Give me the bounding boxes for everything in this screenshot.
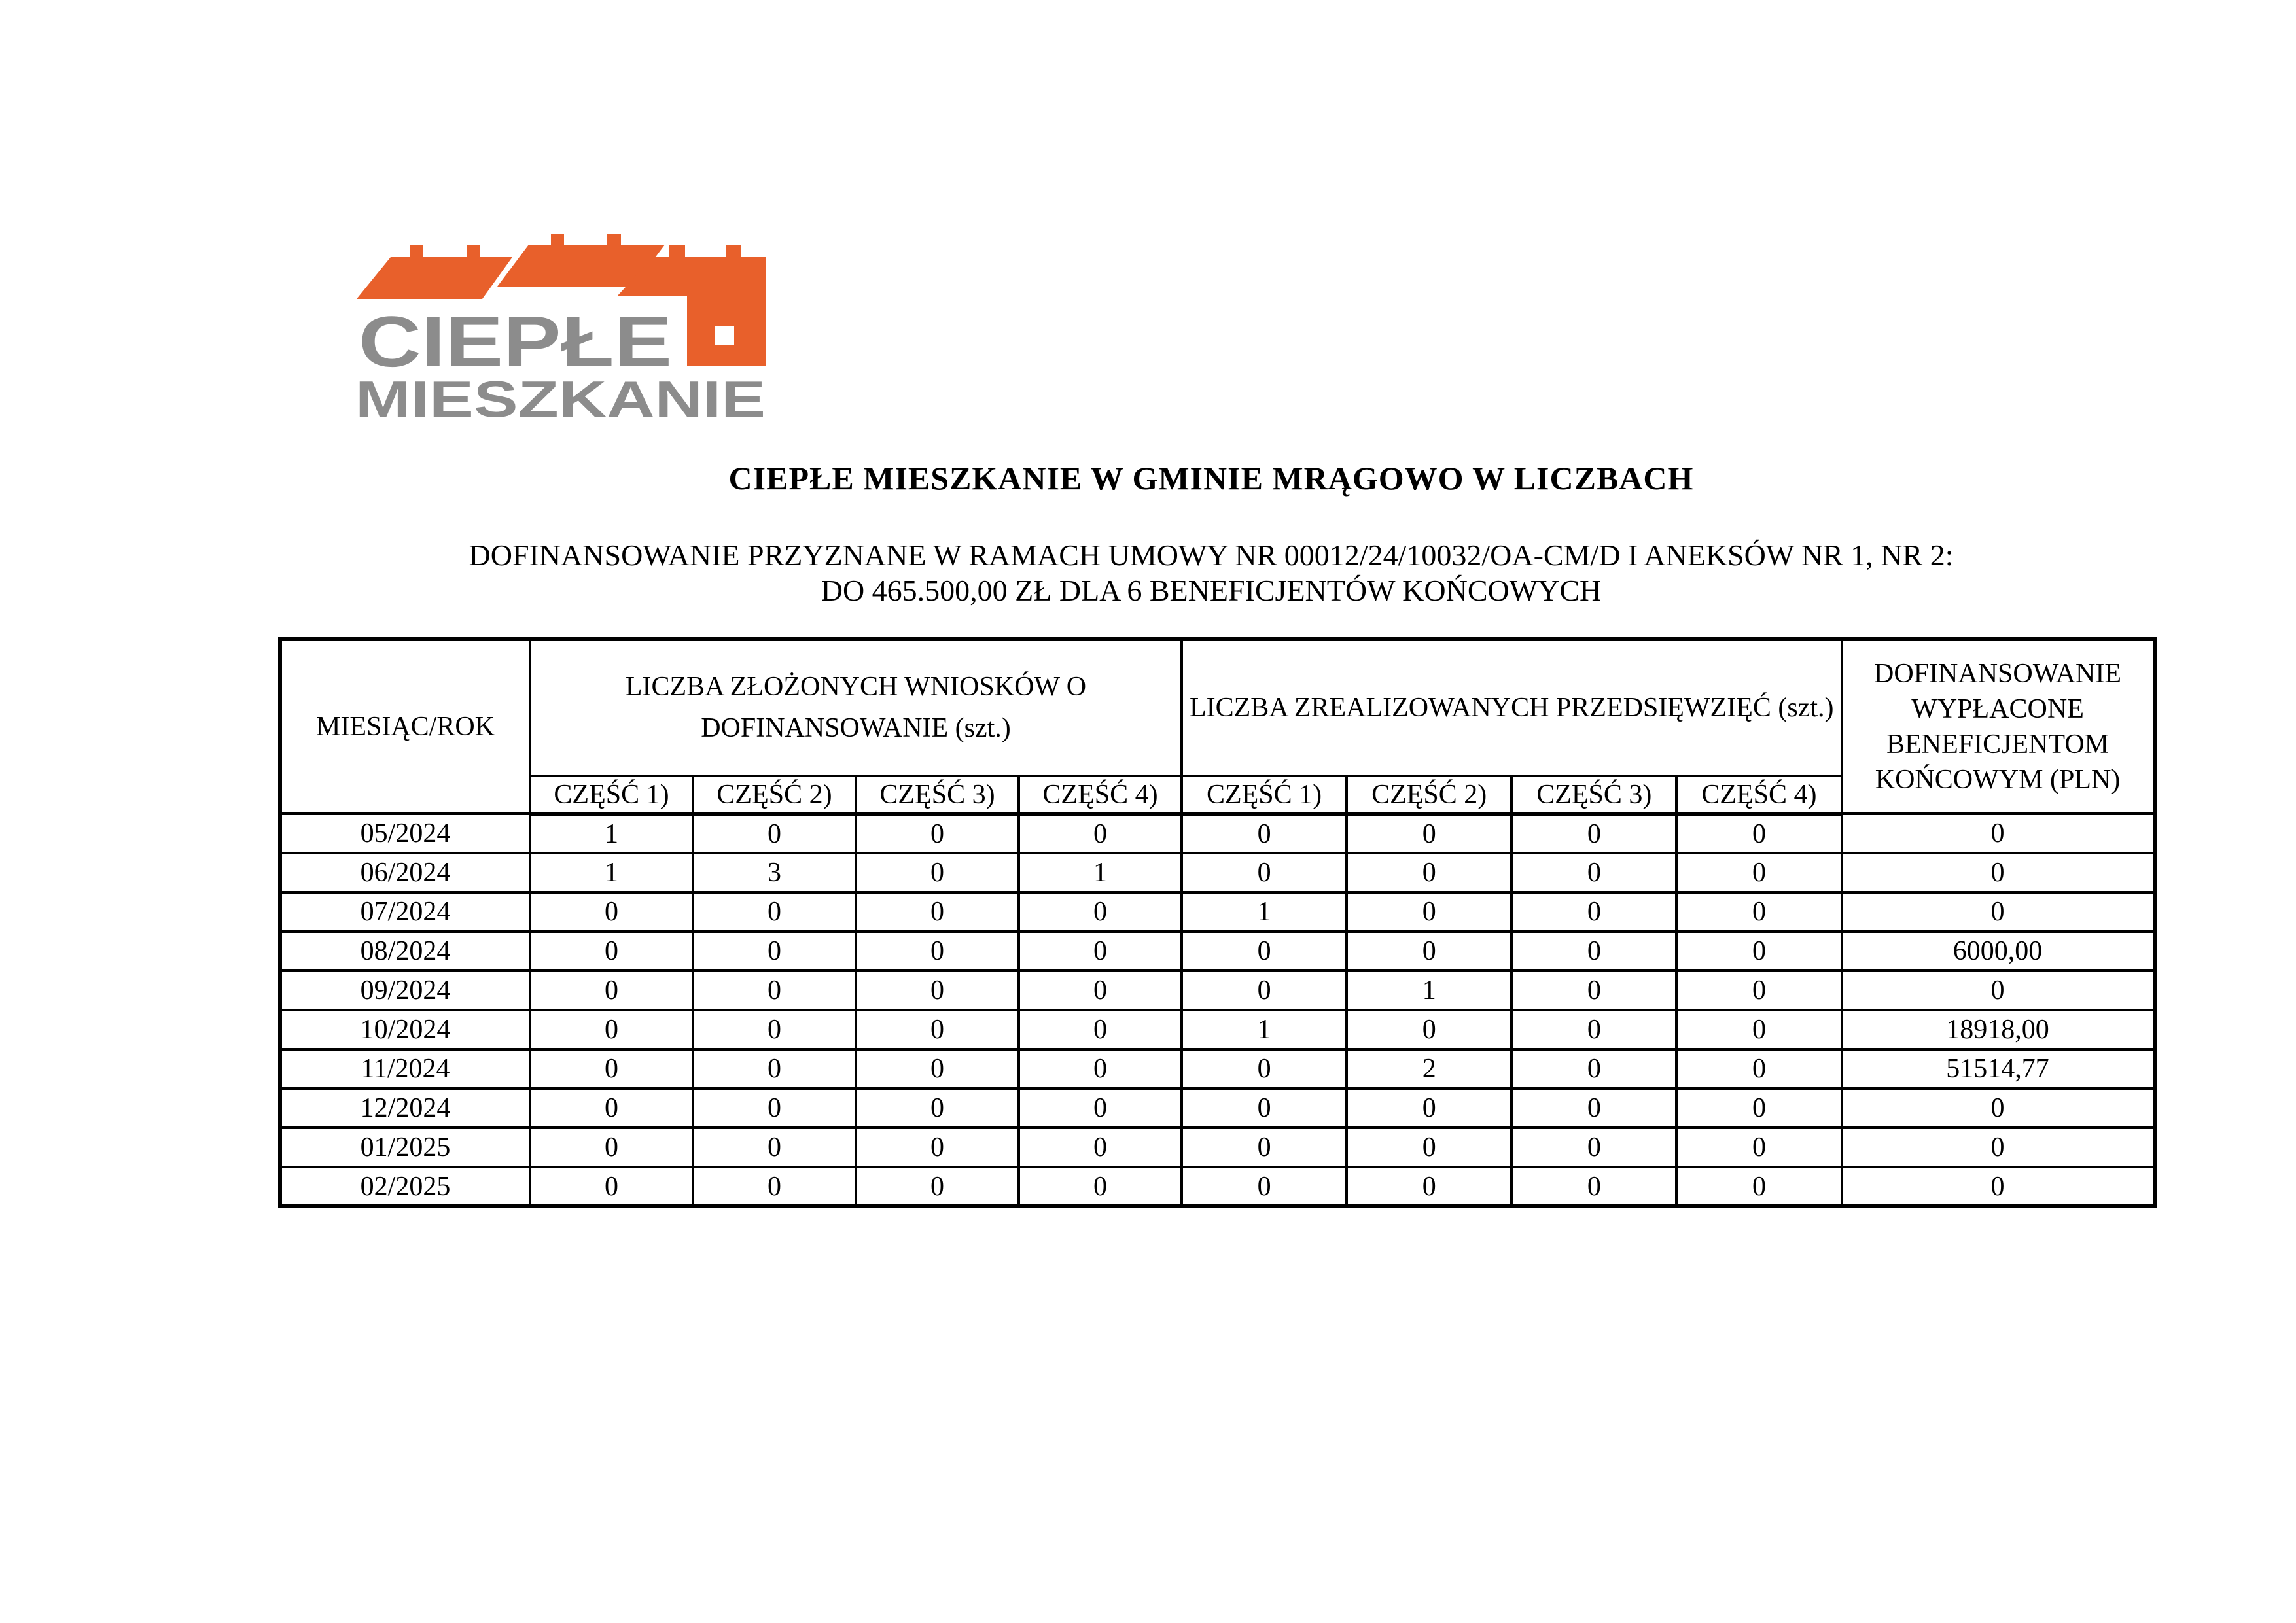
value-cell: 0 — [1347, 1167, 1511, 1206]
value-cell: 0 — [1511, 853, 1676, 892]
part-1-header: CZĘŚĆ 1) — [1182, 776, 1347, 814]
value-cell: 0 — [1511, 971, 1676, 1010]
value-cell: 0 — [530, 1010, 693, 1049]
value-cell: 0 — [1019, 1089, 1182, 1128]
value-cell: 1 — [1182, 892, 1347, 932]
value-cell: 0 — [856, 814, 1019, 853]
table-row — [280, 1010, 2155, 1049]
value-cell: 0 — [856, 1089, 1019, 1128]
value-cell: 0 — [693, 1167, 856, 1206]
value-cell: 0 — [1019, 1167, 1182, 1206]
value-cell: 0 — [530, 1049, 693, 1089]
value-cell: 0 — [693, 1049, 856, 1089]
value-cell: 0 — [1676, 1049, 1841, 1089]
value-cell: 0 — [1182, 1128, 1347, 1167]
value-cell: 51514,77 — [1842, 1049, 2155, 1089]
table-row — [280, 1089, 2155, 1128]
submitted-applications-group-header — [530, 639, 1182, 776]
page-title: CIEPŁE MIESZKANIE W GMINIE MRĄGOWO W LICZBACH — [728, 460, 1694, 497]
value-cell: 0 — [1511, 1128, 1676, 1167]
value-cell: 0 — [1676, 853, 1841, 892]
table-row — [280, 1049, 2155, 1089]
value-cell: 0 — [1511, 1089, 1676, 1128]
value-cell: 0 — [530, 1089, 693, 1128]
value-cell: 0 — [1676, 1128, 1841, 1167]
value-cell: 0 — [1347, 932, 1511, 971]
value-cell: 0 — [1019, 1010, 1182, 1049]
value-cell: 0 — [1842, 1128, 2155, 1167]
table-row — [280, 971, 2155, 1010]
value-cell: 0 — [1842, 853, 2155, 892]
value-cell: 1 — [530, 814, 693, 853]
month-cell: 11/2024 — [280, 1049, 530, 1089]
value-cell: 0 — [1676, 932, 1841, 971]
value-cell: 0 — [856, 1010, 1019, 1049]
value-cell: 0 — [1182, 1089, 1347, 1128]
value-cell: 0 — [693, 1128, 856, 1167]
value-cell: 0 — [1347, 814, 1511, 853]
value-cell: 0 — [1182, 971, 1347, 1010]
value-cell: 0 — [1511, 1167, 1676, 1206]
month-cell: 01/2025 — [280, 1128, 530, 1167]
value-cell: 0 — [1019, 814, 1182, 853]
value-cell: 6000,00 — [1842, 932, 2155, 971]
value-cell: 0 — [856, 1049, 1019, 1089]
value-cell: 0 — [1182, 932, 1347, 971]
value-cell: 0 — [1676, 1167, 1841, 1206]
value-cell: 0 — [1842, 1089, 2155, 1128]
part-2-header: CZĘŚĆ 2) — [693, 776, 856, 814]
value-cell: 0 — [693, 1089, 856, 1128]
value-cell: 2 — [1347, 1049, 1511, 1089]
value-cell: 0 — [856, 971, 1019, 1010]
table-row — [280, 1167, 2155, 1206]
part-3-header: CZĘŚĆ 3) — [1511, 776, 1676, 814]
value-cell: 0 — [1182, 1049, 1347, 1089]
value-cell: 0 — [1511, 932, 1676, 971]
month-cell: 08/2024 — [280, 932, 530, 971]
logo-text-line1: CIEPŁE — [359, 302, 672, 382]
value-cell: 0 — [1182, 814, 1347, 853]
value-cell: 0 — [1842, 892, 2155, 932]
table-body — [280, 814, 2155, 1206]
value-cell: 0 — [1182, 853, 1347, 892]
group1-line2: DOFINANSOWANIE (szt.) — [701, 713, 1011, 743]
month-cell: 02/2025 — [280, 1167, 530, 1206]
table-row — [280, 932, 2155, 971]
month-cell: 07/2024 — [280, 892, 530, 932]
value-cell: 0 — [1347, 892, 1511, 932]
paid-funding-column-header: DOFINANSOWANIE WYPŁACONE BENEFICJENTOM KOŃCOWYM (PLN) — [1842, 639, 2155, 814]
value-cell: 0 — [1511, 1049, 1676, 1089]
value-cell: 0 — [693, 1010, 856, 1049]
cieple-mieszkanie-logo — [355, 232, 768, 422]
value-cell: 0 — [693, 971, 856, 1010]
value-cell: 0 — [1019, 932, 1182, 971]
value-cell: 0 — [1676, 814, 1841, 853]
value-cell: 0 — [530, 932, 693, 971]
value-cell: 0 — [1676, 1089, 1841, 1128]
month-cell: 05/2024 — [280, 814, 530, 853]
month-cell: 09/2024 — [280, 971, 530, 1010]
value-cell: 0 — [1676, 892, 1841, 932]
value-cell: 1 — [1019, 853, 1182, 892]
value-cell: 0 — [1019, 1128, 1182, 1167]
table-row — [280, 892, 2155, 932]
value-cell: 0 — [1347, 1089, 1511, 1128]
value-cell: 0 — [530, 971, 693, 1010]
month-cell: 06/2024 — [280, 853, 530, 892]
part-4-header: CZĘŚĆ 4) — [1019, 776, 1182, 814]
window-icon — [715, 326, 734, 345]
subtitle — [278, 538, 2144, 608]
value-cell: 0 — [693, 932, 856, 971]
value-cell: 0 — [856, 892, 1019, 932]
value-cell: 1 — [1182, 1010, 1347, 1049]
value-cell: 1 — [1347, 971, 1511, 1010]
value-cell: 0 — [1347, 853, 1511, 892]
statistics-table — [278, 637, 2157, 1208]
table-row — [280, 853, 2155, 892]
value-cell: 0 — [1511, 892, 1676, 932]
value-cell: 0 — [1842, 1167, 2155, 1206]
value-cell: 0 — [856, 853, 1019, 892]
value-cell: 3 — [693, 853, 856, 892]
part-3-header: CZĘŚĆ 3) — [856, 776, 1019, 814]
value-cell: 0 — [1347, 1010, 1511, 1049]
value-cell: 0 — [530, 892, 693, 932]
month-column-header: MIESIĄC/ROK — [280, 639, 530, 814]
part-2-header: CZĘŚĆ 2) — [1347, 776, 1511, 814]
header-group-row — [280, 639, 2155, 776]
value-cell: 0 — [1019, 1049, 1182, 1089]
value-cell: 0 — [1842, 814, 2155, 853]
left-roof-icon — [357, 245, 512, 299]
subtitle-line-2: DO 465.500,00 ZŁ DLA 6 BENEFICJENTÓW KOŃCOWYCH — [821, 574, 1602, 607]
value-cell: 0 — [1511, 814, 1676, 853]
value-cell: 0 — [1019, 892, 1182, 932]
value-cell: 0 — [1511, 1010, 1676, 1049]
value-cell: 0 — [1182, 1167, 1347, 1206]
month-cell: 12/2024 — [280, 1089, 530, 1128]
value-cell: 0 — [1676, 971, 1841, 1010]
value-cell: 0 — [530, 1128, 693, 1167]
value-cell: 0 — [1842, 971, 2155, 1010]
value-cell: 0 — [856, 1167, 1019, 1206]
part-1-header: CZĘŚĆ 1) — [530, 776, 693, 814]
value-cell: 0 — [1019, 971, 1182, 1010]
value-cell: 0 — [856, 932, 1019, 971]
value-cell: 0 — [1347, 1128, 1511, 1167]
value-cell: 0 — [856, 1128, 1019, 1167]
completed-projects-group-header: LICZBA ZREALIZOWANYCH PRZEDSIĘWZIĘĆ (szt.) — [1182, 639, 1842, 776]
value-cell: 18918,00 — [1842, 1010, 2155, 1049]
value-cell: 1 — [530, 853, 693, 892]
logo-text-line2: MIESZKANIE — [355, 370, 766, 422]
group1-line1: LICZBA ZŁOŻONYCH WNIOSKÓW O — [625, 672, 1087, 702]
value-cell: 0 — [530, 1167, 693, 1206]
table-row — [280, 814, 2155, 853]
subtitle-line-1: DOFINANSOWANIE PRZYZNANE W RAMACH UMOWY NR 00012/24/10032/OA-CM/D I ANEKSÓW NR 1, NR 2: — [468, 538, 1954, 572]
value-cell: 0 — [1676, 1010, 1841, 1049]
month-cell: 10/2024 — [280, 1010, 530, 1049]
part-4-header: CZĘŚĆ 4) — [1676, 776, 1841, 814]
table-row — [280, 1128, 2155, 1167]
value-cell: 0 — [693, 814, 856, 853]
value-cell: 0 — [693, 892, 856, 932]
